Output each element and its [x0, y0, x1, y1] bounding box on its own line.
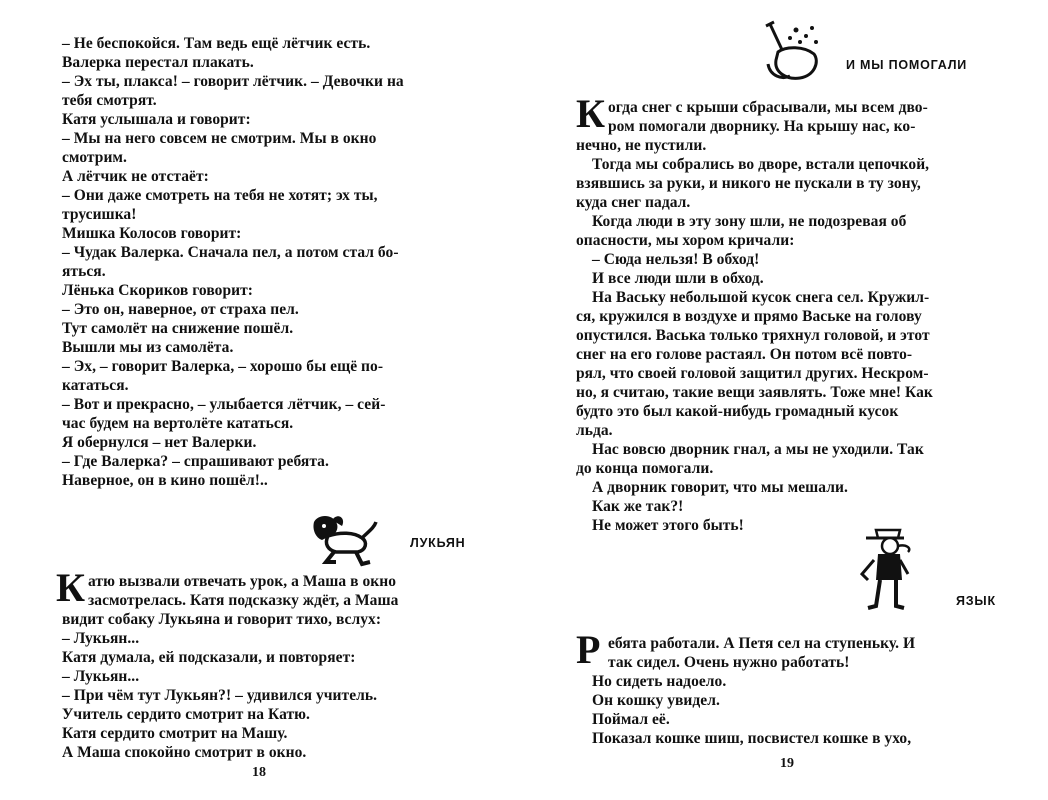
text-line: атю вызвали отвечать урок, а Маша в окно: [88, 573, 397, 590]
text-line: – Не беспокойся. Там ведь ещё лётчик есть.: [62, 35, 371, 52]
text-line: кататься.: [62, 377, 129, 394]
text-line: Катя думала, ей подсказали, и повторяет:: [62, 649, 356, 666]
text-line: будто это был какой-нибудь громадный кусок: [576, 403, 899, 420]
right-page: [524, 0, 1048, 800]
text-line: Лёнька Скориков говорит:: [62, 282, 253, 299]
text-line: Но сидеть надоело.: [592, 673, 727, 690]
text-line: А лётчик не отстаёт:: [62, 168, 209, 185]
text-line: – При чём тут Лукьян?! – удивился учитель.: [62, 687, 378, 704]
text-line: яться.: [62, 263, 106, 280]
text-line: И все люди шли в обход.: [592, 270, 764, 287]
text-line: тебя смотрят.: [62, 92, 157, 109]
text-line: – Вот и прекрасно, – улыбается лётчик, – сей-: [62, 396, 386, 413]
text-line: – Они даже смотреть на тебя не хотят; эх ты,: [62, 187, 378, 204]
text-line: – Чудак Валерка. Сначала пел, а потом стал бо-: [62, 244, 399, 261]
text-line: Как же так?!: [592, 498, 684, 515]
text-line: – Эх, – говорит Валерка, – хорошо бы ещё по-: [62, 358, 384, 375]
text-line: до конца помогали.: [576, 460, 714, 477]
text-line: На Ваську небольшой кусок снега сел. Кружил-: [592, 289, 930, 306]
text-line: смотрим.: [62, 149, 127, 166]
text-line: Тогда мы собрались во дворе, встали цепочкой,: [592, 156, 930, 173]
text-line: опасности, мы хором кричали:: [576, 232, 795, 249]
text-line: А Маша спокойно смотрит в окно.: [62, 744, 307, 761]
boy-cap-illustration: [850, 524, 920, 614]
text-line: Мишка Колосов говорит:: [62, 225, 242, 242]
text-line: Нас вовсю дворник гнал, а мы не уходили. Так: [592, 441, 924, 458]
text-line: куда снег падал.: [576, 194, 691, 211]
text-line: – Сюда нельзя! В обход!: [592, 251, 760, 268]
text-line: Вышли мы из самолёта.: [62, 339, 234, 356]
drop-cap: К: [576, 91, 606, 136]
text-line: ром помогали дворнику. На крышу нас, ко-: [608, 118, 916, 135]
text-line: засмотрелась. Катя подсказку ждёт, а Маша: [88, 592, 399, 609]
text-line: – Где Валерка? – спрашивают ребята.: [62, 453, 329, 470]
text-line: трусишка!: [62, 206, 137, 223]
text-line: огда снег с крыши сбрасывали, мы всем дво-: [608, 99, 928, 116]
text-line: А дворник говорит, что мы мешали.: [592, 479, 848, 496]
text-line: – Лукьян...: [62, 668, 140, 685]
shovel-snow-illustration: [760, 20, 828, 82]
text-line: рял, что своей головой защитил других. Нескром-: [576, 365, 929, 382]
text-line: Он кошку увидел.: [592, 692, 720, 709]
drop-cap: К: [56, 565, 86, 610]
text-line: Когда люди в эту зону шли, не подозревая об: [592, 213, 907, 230]
story-title: ЛУКЬЯН: [410, 536, 466, 550]
text-line: но, я считаю, такие вещи заявлять. Тоже мне! Как: [576, 384, 933, 401]
text-line: ебята работали. А Петя сел на ступеньку. И: [608, 635, 916, 652]
text-line: льда.: [576, 422, 613, 439]
story-title: И МЫ ПОМОГАЛИ: [846, 58, 968, 72]
drop-cap: Р: [576, 627, 601, 672]
text-line: Не может этого быть!: [592, 517, 744, 534]
page-number: 18: [252, 765, 266, 780]
text-line: Поймал её.: [592, 711, 670, 728]
text-line: Тут самолёт на снижение пошёл.: [62, 320, 294, 337]
text-line: Учитель сердито смотрит на Катю.: [62, 706, 310, 723]
text-line: так сидел. Очень нужно работать!: [608, 654, 850, 671]
text-line: опустился. Васька только тряхнул головой, и этот: [576, 327, 930, 344]
text-line: Показал кошке шиш, посвистел кошке в ухо,: [592, 730, 912, 747]
text-line: час будем на вертолёте кататься.: [62, 415, 294, 432]
text-line: Я обернулся – нет Валерки.: [62, 434, 257, 451]
story-title: ЯЗЫК: [956, 594, 996, 608]
text-line: Наверное, он в кино пошёл!..: [62, 472, 268, 489]
text-line: – Лукьян...: [62, 630, 140, 647]
text-line: взявшись за руки, и никого не пускали в ту зону,: [576, 175, 921, 192]
text-line: снег на его голове растаял. Он потом всё повто-: [576, 346, 913, 363]
text-line: – Мы на него совсем не смотрим. Мы в окно: [62, 130, 377, 147]
text-line: – Эх ты, плакса! – говорит лётчик. – Девочки на: [62, 73, 404, 90]
text-line: Катя услышала и говорит:: [62, 111, 251, 128]
page-number: 19: [780, 756, 794, 771]
text-line: Катя сердито смотрит на Машу.: [62, 725, 288, 742]
text-line: Валерка перестал плакать.: [62, 54, 254, 71]
dog-illustration: [302, 508, 382, 568]
text-line: нечно, не пустили.: [576, 137, 707, 154]
text-line: – Это он, наверное, от страха пел.: [62, 301, 299, 318]
text-line: видит собаку Лукьяна и говорит тихо, вслух:: [62, 611, 382, 628]
text-line: ся, кружился в воздухе и прямо Ваське на голову: [576, 308, 922, 325]
